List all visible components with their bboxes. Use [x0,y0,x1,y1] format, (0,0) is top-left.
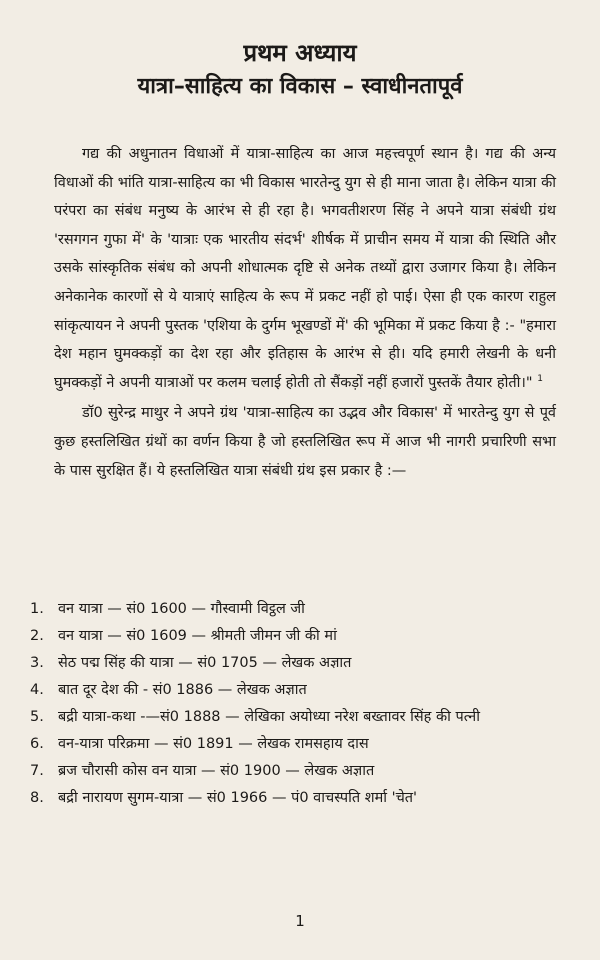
list-text: ब्रज चौरासी कोस वन यात्रा — सं0 1900 — लेखक अज्ञात [58,763,375,779]
list-number: 3. [30,655,44,671]
list-text: बद्री यात्रा-कथा -—सं0 1888 — लेखिका अयोध्या नरेश बख्तावर सिंह की पत्नी [58,709,480,725]
list-item [30,650,560,677]
list-text: वन-यात्रा परिक्रमा — सं0 1891 — लेखक रामसहाय दास [58,736,369,752]
list-item [30,731,560,758]
manuscript-list [30,596,560,812]
list-number: 8. [30,790,44,806]
chapter-number: प्रथम अध्याय [243,39,357,67]
footnote-marker: 1 [537,373,543,384]
list-number: 1. [30,601,44,617]
list-item [30,596,560,623]
list-text: वन यात्रा — सं0 1609 — श्रीमती जीमन जी की मां [58,628,337,644]
paragraph: डॉ0 सुरेन्द्र माथुर ने अपने ग्रंथ 'यात्रा-साहित्य का उद्भव और विकास' में भारतेन्दु युग से पूर्व कुछ हस्तलिखित ग्रंथों का वर्णन किया है जो हस्तलिखित रूप में आज भी नागरी प्रचारिणी सभा के पास सुरक्षित हैं। ये हस्तलिखित यात्रा संबंधी ग्रंथ इस प्रकार है :— [54,405,556,479]
page-number: 1 [295,912,305,930]
list-text: सेठ पद्म सिंह की यात्रा — सं0 1705 — लेखक अज्ञात [58,655,352,671]
list-number: 5. [30,709,44,725]
list-text: वन यात्रा — सं0 1600 — गौस्वामी विट्ठल जी [58,601,305,617]
list-item [30,623,560,650]
list-number: 4. [30,682,44,698]
list-number: 2. [30,628,44,644]
paragraph: गद्य की अधुनातन विधाओं में यात्रा-साहित्य का आज महत्त्वपूर्ण स्थान है। गद्य की अन्य विधाओं की भांति यात्रा-साहित्य का भी विकास भारतेन्दु युग से ही माना जाता है। लेकिन यात्रा की परंपरा का संबंध मनुष्य के आरंभ से ही रहा है। भगवतीशरण सिंह ने अपने यात्रा संबंधी ग्रंथ 'रसगगन गुफा में' के 'यात्राः एक भारतीय संदर्भ' शीर्षक में प्राचीन समय में यात्रा की स्थिति और उसके सांस्कृतिक संबंध को अपनी शोधात्मक दृष्टि से अनेक तथ्यों द्वारा उजागर किया है। लेकिन अनेकानेक कारणों से ये यात्राएं साहित्य के रूप में प्रकट नहीं हो पाई। ऐसा ही एक कारण राहुल सांकृत्यायन ने अपनी पुस्तक 'एशिया के दुर्गम भूखण्डों में' की भूमिका में प्रकट किया है :- "हमारा देश महान घुमक्कड़ों का देश रहा और इतिहास के आरंभ से ही। यदि हमारी लेखनी के धनी घुमक्कड़ों ने अपनी यात्राओं पर कलम चलाई होती तो सैंकड़ों नहीं हजारों पुस्तकें तैयार होती।" $^1$ [54,146,556,391]
list-text: बात दूर देश की - सं0 1886 — लेखक अज्ञात [58,682,307,698]
list-text: बद्री नारायण सुगम-यात्रा — सं0 1966 — पं0 वाचस्पति शर्मा 'चेत' [58,790,418,806]
list-item [30,704,560,731]
list-item [30,785,560,812]
body-text [54,140,556,485]
list-number: 7. [30,763,44,779]
list-item [30,677,560,704]
chapter-title: यात्रा–साहित्य का विकास – स्वाधीनतापूर्व [137,74,463,99]
list-number: 6. [30,736,44,752]
list-item [30,758,560,785]
